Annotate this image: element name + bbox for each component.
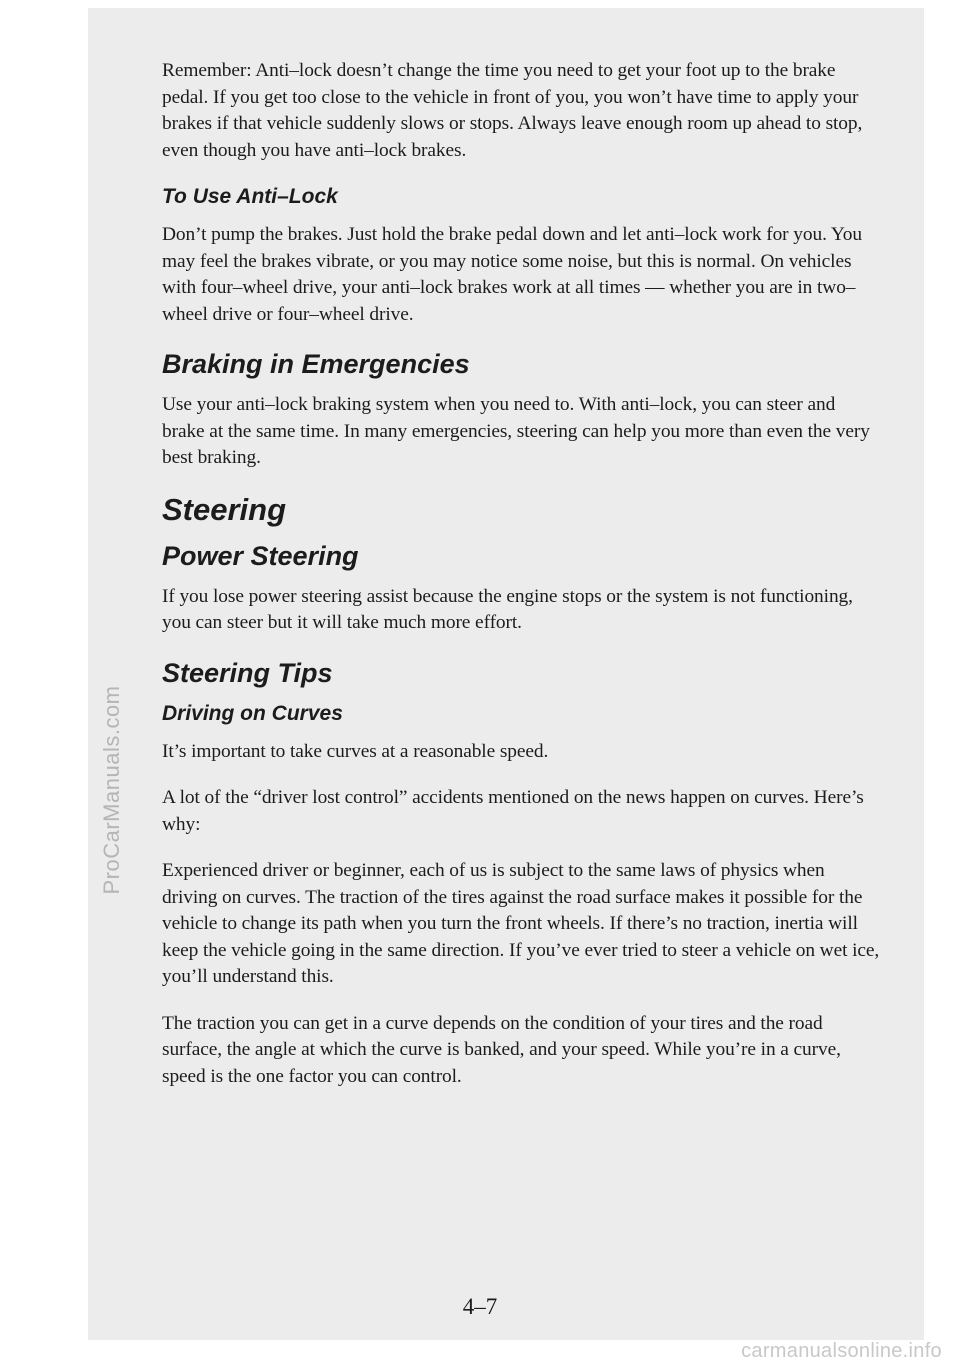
- paragraph-emergencies: Use your anti–lock braking system when you need to. With anti–lock, you can steer and brake at the same time. In many emergencies, steering can help you more than even the very best braking.: [162, 394, 870, 468]
- heading-steering-tips: Steering Tips: [162, 657, 333, 688]
- heading-braking-in-emergencies: Braking in Emergencies: [162, 349, 470, 379]
- paragraph-curves-accidents: A lot of the “driver lost control” accidents mentioned on the news happen on curves. Here’s why:: [162, 787, 864, 835]
- paragraph-remember: Remember: Anti–lock doesn’t change the time you need to get your foot up to the brake pedal. If you get too close to the vehicle in front of you, you won’t have time to apply your brakes if that vehicle suddenly slows or stops. Always leave enough room up ahead to stop, even though you have anti–lock brakes.: [162, 60, 863, 161]
- bottom-watermark: carmanualsonline.info: [741, 1340, 942, 1362]
- heading-power-steering: Power Steering: [162, 540, 359, 571]
- heading-driving-on-curves: Driving on Curves: [162, 701, 343, 725]
- heading-to-use-anti-lock: To Use Anti–Lock: [162, 185, 338, 208]
- paragraph-curves-intro: It’s important to take curves at a reasonable speed.: [162, 740, 549, 762]
- paragraph-curves-traction: The traction you can get in a curve depends on the condition of your tires and the road surface, the angle at which the curve is banked, and your speed. While you’re in a curve, speed is the one factor you can control.: [162, 1012, 841, 1087]
- paragraph-use-anti-lock: Don’t pump the brakes. Just hold the brake pedal down and let anti–lock work for you. You may feel the brakes vibrate, or you may notice some noise, but this is normal. On vehicles with four–wheel drive, your anti–lock brakes work at all times — whether you are in two–wheel drive or four–wheel drive.: [162, 224, 863, 325]
- side-watermark: ProCarManuals.com: [99, 685, 124, 895]
- page-number: 4–7: [462, 1294, 498, 1319]
- heading-steering: Steering: [162, 491, 287, 527]
- page-content: [162, 58, 882, 1110]
- paragraph-power-steering: If you lose power steering assist because the engine stops or the system is not functioning, you can steer but it will take much more effort.: [162, 585, 853, 633]
- paragraph-curves-physics: Experienced driver or beginner, each of us is subject to the same laws of physics when driving on curves. The traction of the tires against the road surface makes it possible for the vehicle to change its path when you turn the front wheels. If there’s no traction, inertia will keep the vehicle going in the same direction. If you’ve ever tried to steer a vehicle on wet ice, you’ll understand this.: [162, 860, 880, 987]
